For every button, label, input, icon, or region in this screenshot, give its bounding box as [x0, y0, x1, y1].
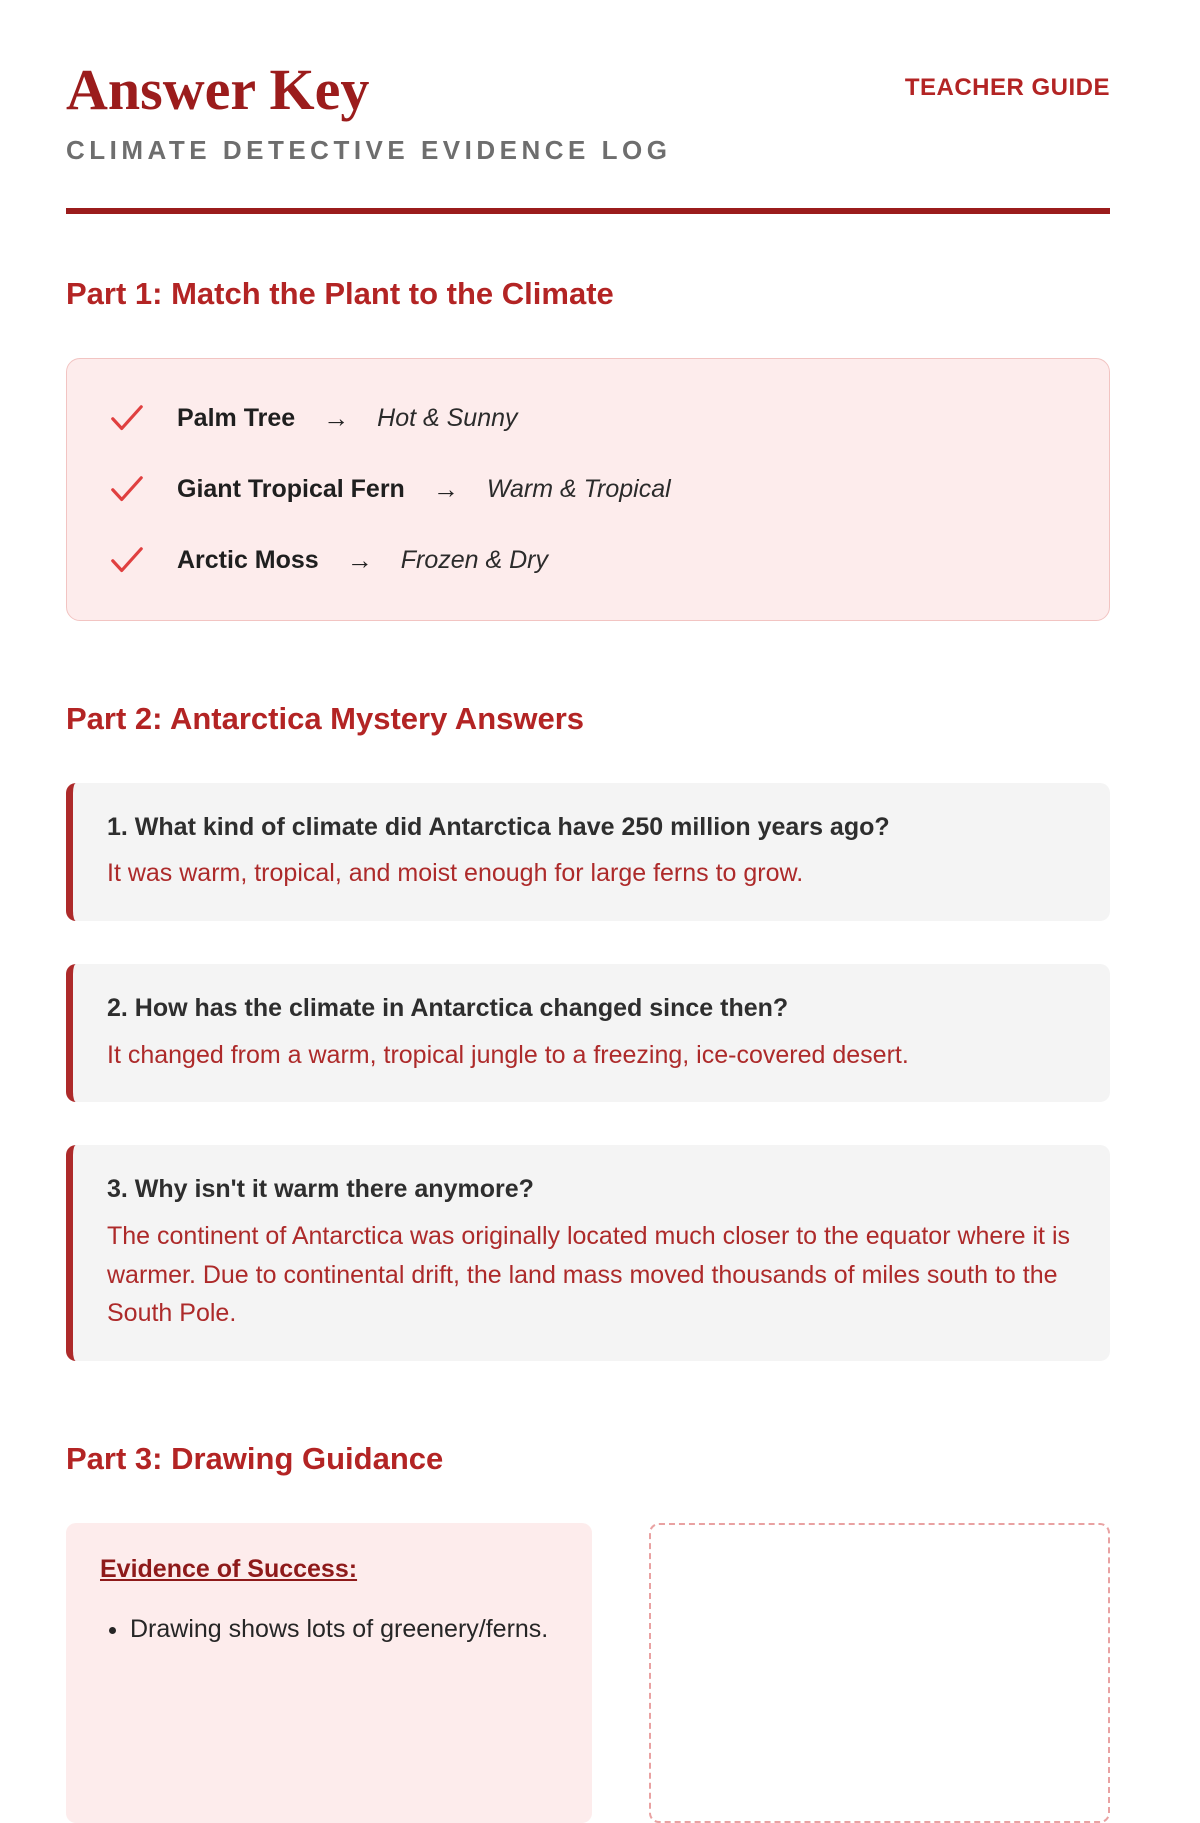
- qa-answer: It changed from a warm, tropical jungle to a freezing, ice-covered desert.: [107, 1040, 909, 1069]
- drawing-placeholder-box: [649, 1523, 1111, 1823]
- checkmark-icon: [109, 545, 145, 575]
- evidence-box: [66, 1523, 592, 1823]
- page-subtitle: CLIMATE DETECTIVE EVIDENCE LOG: [66, 134, 672, 165]
- evidence-item: • Drawing shows lots of greenery/ferns.: [130, 1608, 558, 1651]
- part2-heading: Part 2: Antarctica Mystery Answers: [66, 700, 585, 736]
- climate-name: Hot & Sunny: [377, 403, 518, 432]
- evidence-list: [100, 1608, 558, 1651]
- plant-name: Arctic Moss: [177, 545, 319, 574]
- match-row: [109, 403, 1067, 434]
- plant-name: Giant Tropical Fern: [177, 474, 405, 503]
- qa-answer: The continent of Antarctica was originally located much closer to the equator where it is warmer. Due to continental drift, the land mass moved thousands of miles south to the South Pole.: [107, 1221, 1071, 1328]
- page-title: Answer Key: [66, 57, 370, 122]
- qa-question: 1. What kind of climate did Antarctica have 250 million years ago?: [107, 812, 890, 841]
- arrow-icon: →: [346, 544, 373, 575]
- part1-section: [66, 276, 1110, 621]
- part1-heading: Part 1: Match the Plant to the Climate: [66, 275, 614, 311]
- qa-box: [66, 1145, 1110, 1361]
- qa-box: [66, 783, 1110, 921]
- match-row: [109, 545, 1067, 576]
- qa-answer: It was warm, tropical, and moist enough for large ferns to grow.: [107, 859, 804, 888]
- arrow-icon: →: [432, 473, 459, 504]
- arrow-icon: →: [323, 402, 350, 433]
- qa-box: [66, 964, 1110, 1102]
- checkmark-icon: [109, 403, 145, 433]
- part3-columns: [66, 1523, 1110, 1823]
- teacher-guide-badge: TEACHER GUIDE: [904, 74, 1110, 101]
- evidence-title: Evidence of Success:: [100, 1555, 358, 1584]
- header-divider: [66, 208, 1110, 214]
- qa-question: 2. How has the climate in Antarctica changed since then?: [107, 994, 789, 1023]
- part2-section: [66, 701, 1110, 1361]
- climate-name: Frozen & Dry: [400, 545, 548, 574]
- header: [66, 57, 1110, 214]
- match-row: [109, 474, 1067, 505]
- match-box: [66, 358, 1110, 621]
- part3-heading: Part 3: Drawing Guidance: [66, 1441, 444, 1477]
- qa-question: 3. Why isn't it warm there anymore?: [107, 1175, 534, 1204]
- climate-name: Warm & Tropical: [486, 474, 671, 503]
- part3-section: [66, 1441, 1110, 1823]
- plant-name: Palm Tree: [177, 403, 296, 432]
- header-row: [66, 57, 1110, 122]
- checkmark-icon: [109, 474, 145, 504]
